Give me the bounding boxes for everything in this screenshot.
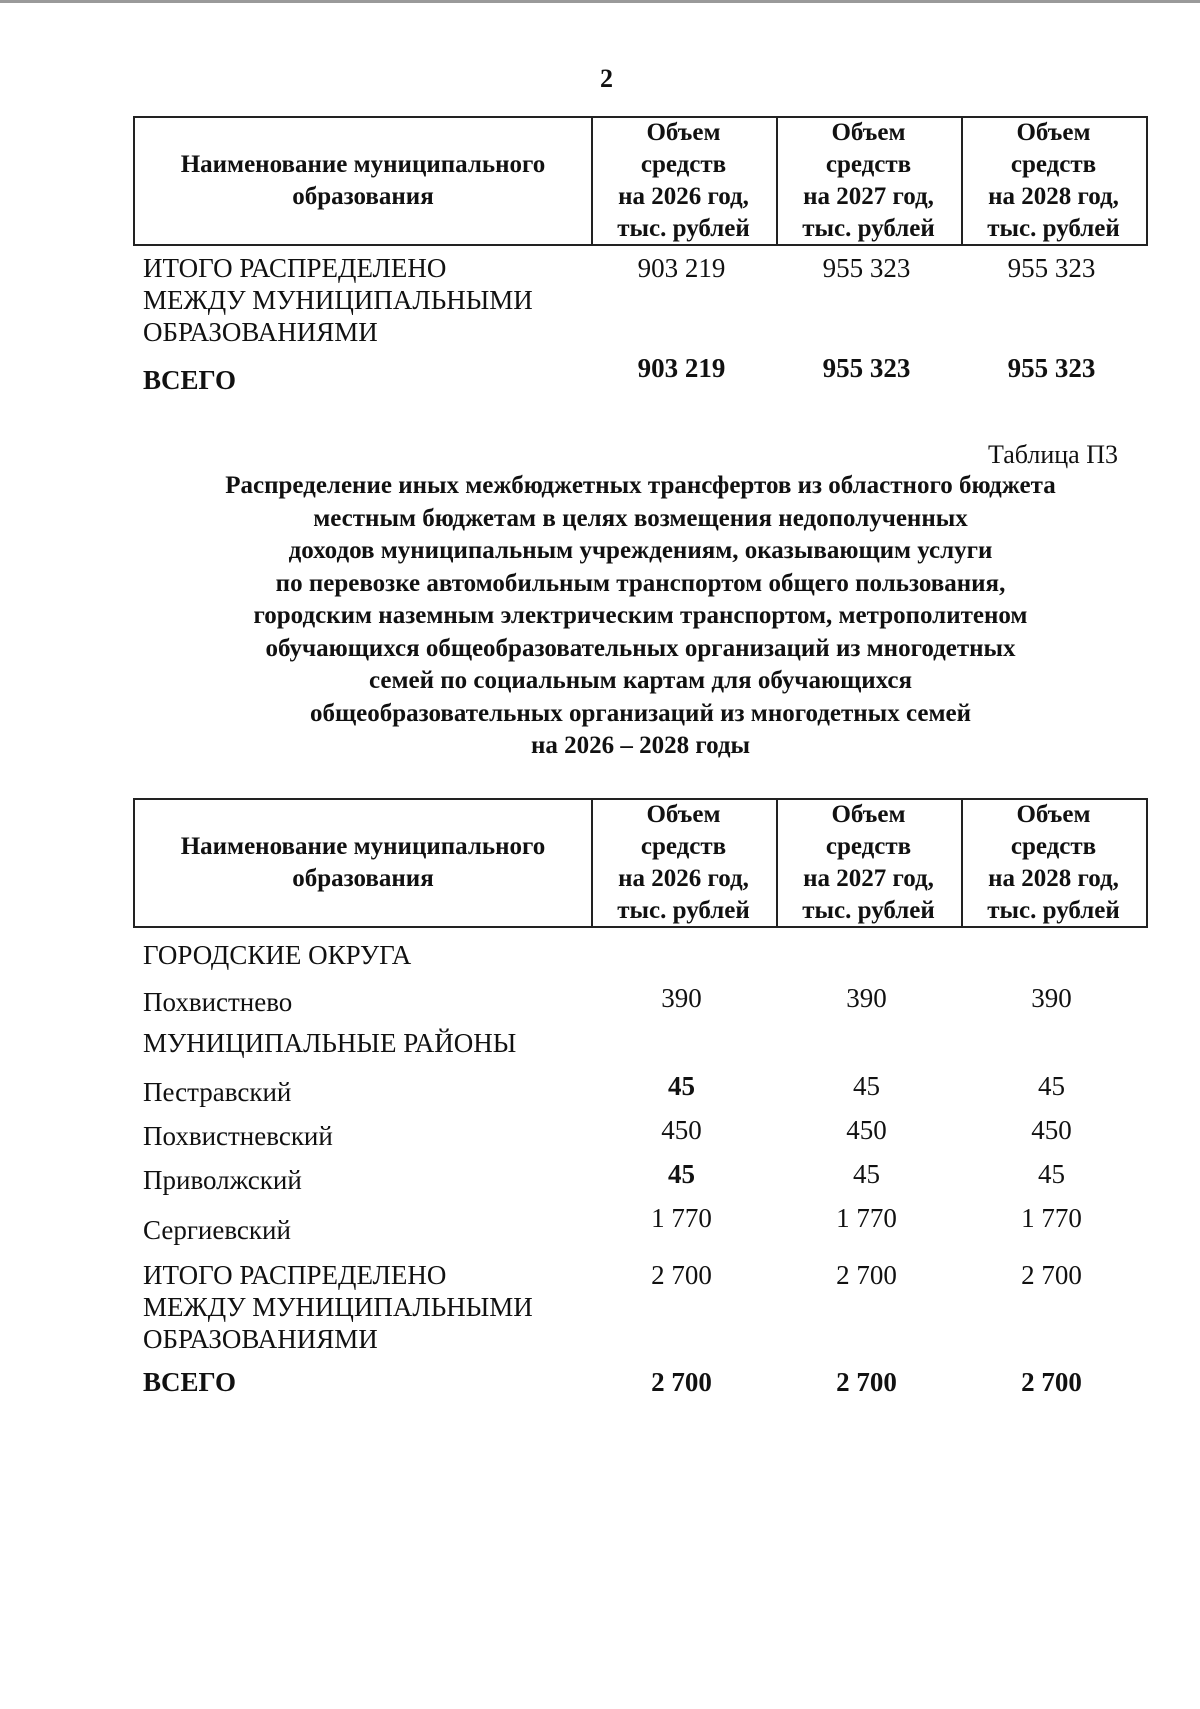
scan-top-edge [0,0,1200,3]
value-2028: 450 [1031,1115,1072,1145]
header-2026-column: Объем средств на 2026 год, тыс. рублей [591,118,778,244]
row-name: Похвистневский [143,1121,333,1151]
value-2027: 390 [846,983,887,1013]
row-name: Пестравский [143,1077,292,1107]
value-2026: 903 219 [637,253,726,283]
value-2027: 955 323 [822,253,911,283]
header-2027-column: Объем средств на 2027 год, тыс. рублей [776,800,963,926]
value-2027: 45 [853,1159,880,1189]
row-name: ВСЕГО [143,1367,237,1397]
value-2027: 2 700 [836,1260,897,1290]
value-2026: 2 700 [651,1367,712,1397]
table-label: Таблица П3 [988,440,1118,469]
table-title: Распределение иных межбюджетных трансфертов из областного бюджета местным бюджетам в целях возмещения недополученных доходов муниципальным учреждениям, оказывающим услуги по перевозке автомобильным транспортом общего пользования, городским наземным электрическим транспортом, метрополитеном обучающихся общеобразовательных организаций из многодетных семей по социальным картам для обучающихся общеобразовательных организаций из многодетных семей на 2026 – 2028 годы [225,472,1056,759]
value-2028: 45 [1038,1071,1065,1101]
value-2027: 450 [846,1115,887,1145]
value-2026: 390 [661,983,702,1013]
table-p2-continuation [133,116,1148,395]
table-p3 [133,798,1148,1397]
value-2026: 1 770 [651,1203,712,1233]
value-2028: 1 770 [1021,1203,1082,1233]
value-2027: 955 323 [822,353,911,383]
value-2028: 955 323 [1007,253,1096,283]
value-2028: 45 [1038,1159,1065,1189]
value-2027: 2 700 [836,1367,897,1397]
value-2027: 1 770 [836,1203,897,1233]
header-2028-column: Объем средств на 2028 год, тыс. рублей [987,801,1120,924]
table-header [133,798,1148,928]
row-name: Похвистнево [143,987,293,1017]
value-2026: 903 219 [637,353,726,383]
row-name: Сергиевский [143,1215,291,1245]
value-2026: 450 [661,1115,702,1145]
value-2027: 45 [853,1071,880,1101]
row-name: ИТОГО РАСПРЕДЕЛЕНО МЕЖДУ МУНИЦИПАЛЬНЫМИ ОБРАЗОВАНИЯМИ [143,1260,533,1354]
section-title: МУНИЦИПАЛЬНЫЕ РАЙОНЫ [143,1028,517,1058]
value-2026: 45 [668,1159,695,1189]
page-number: 2 [600,64,613,93]
header-2027-column: Объем средств на 2027 год, тыс. рублей [776,118,963,244]
value-2028: 2 700 [1021,1260,1082,1290]
header-name-column: Наименование муниципального образования [135,118,593,244]
value-2028: 390 [1031,983,1072,1013]
value-2026: 45 [668,1071,695,1101]
table-header [133,116,1148,246]
value-2028: 955 323 [1007,353,1096,383]
value-2028: 2 700 [1021,1367,1082,1397]
header-2028-column: Объем средств на 2028 год, тыс. рублей [987,119,1120,242]
header-2026-column: Объем средств на 2026 год, тыс. рублей [591,800,778,926]
value-2026: 2 700 [651,1260,712,1290]
row-name: ВСЕГО [143,365,237,395]
row-name: Приволжский [143,1165,302,1195]
header-name-column: Наименование муниципального образования [135,800,593,926]
row-name: ИТОГО РАСПРЕДЕЛЕНО МЕЖДУ МУНИЦИПАЛЬНЫМИ ОБРАЗОВАНИЯМИ [143,253,533,347]
section-title: ГОРОДСКИЕ ОКРУГА [143,940,412,970]
